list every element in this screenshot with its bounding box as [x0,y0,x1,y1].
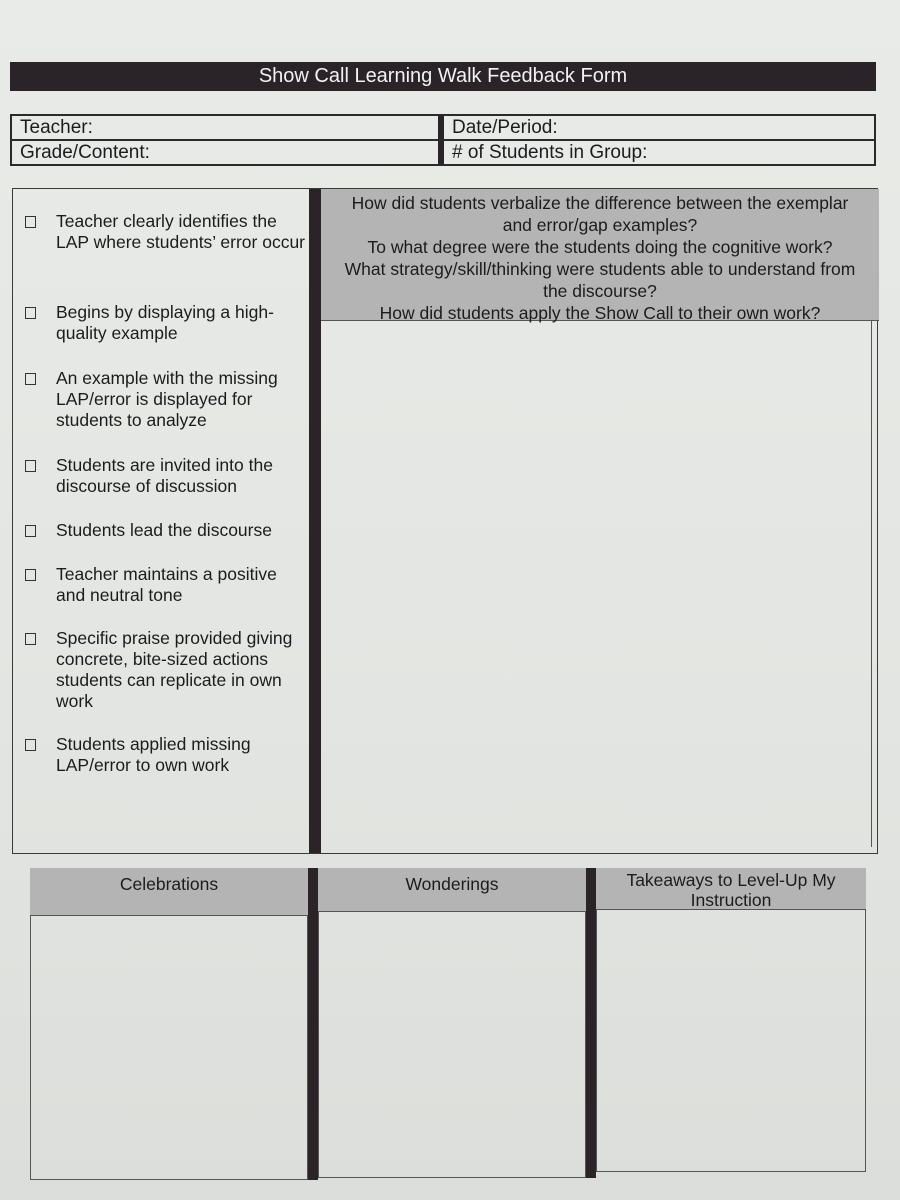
checkbox[interactable] [25,633,36,645]
checkbox[interactable] [25,307,36,319]
reflection-section [30,868,866,1180]
wonderings-column [318,868,586,1178]
wonderings-notes[interactable] [318,912,586,1178]
checkbox[interactable] [25,525,36,537]
checkbox[interactable] [25,373,36,385]
checklist-item[interactable] [25,628,309,712]
grade-content-field-label[interactable]: Grade/Content: [12,141,444,164]
question-line: the discourse? [543,281,657,301]
notes-area[interactable] [321,321,872,847]
celebrations-header: Celebrations [30,868,308,916]
checklist-item[interactable] [25,564,309,606]
question-line: To what degree were the students doing the cognitive work? [367,237,833,257]
takeaways-notes[interactable] [596,910,866,1172]
observation-section [12,188,878,854]
checklist-item[interactable] [25,455,309,497]
checklist-item-label: Teacher clearly identifies the LAP where students’ error occur [56,211,306,252]
date-period-field-label[interactable]: Date/Period: [444,116,874,141]
checklist-item[interactable] [25,211,309,253]
checklist-item[interactable] [25,368,309,431]
num-students-field-label[interactable]: # of Students in Group: [452,142,648,163]
checklist-item[interactable] [25,734,309,776]
checklist-item-label: Students lead the discourse [56,520,272,540]
question-line: and error/gap examples? [502,215,698,235]
checkbox[interactable] [25,739,36,751]
question-line: How did students verbalize the difference between the exemplar [351,193,849,213]
takeaways-column [596,868,866,1172]
column-divider [586,868,596,1178]
checklist-item-label: Specific praise provided giving concrete, bite-sized actions students can replicate in own work [56,628,293,711]
checklist-item[interactable] [25,302,309,344]
checkbox[interactable] [25,569,36,581]
takeaways-header [596,868,866,910]
wonderings-header: Wonderings [318,868,586,912]
checkbox[interactable] [25,460,36,472]
checklist-item-label: Students are invited into the discourse of discussion [56,455,273,496]
checklist [13,189,309,853]
takeaways-header-line: Takeaways to Level-Up My [626,870,836,890]
checklist-item-label: Begins by displaying a high-quality example [56,302,274,343]
form-title: Show Call Learning Walk Feedback Form [10,62,876,91]
question-line: What strategy/skill/thinking were students able to understand from [344,259,856,279]
checkbox[interactable] [25,216,36,228]
takeaways-header-line: Instruction [690,890,772,910]
checklist-item-label: Students applied missing LAP/error to own work [56,734,251,775]
teacher-field-label[interactable]: Teacher: [12,116,444,141]
checklist-item[interactable] [25,520,309,541]
column-divider [308,868,318,1180]
checklist-item-label: An example with the missing LAP/error is displayed for students to analyze [56,368,278,430]
checklist-item-label: Teacher maintains a positive and neutral tone [56,564,277,605]
question-line: How did students apply the Show Call to their own work? [379,303,821,323]
celebrations-column [30,868,308,1180]
guiding-questions-header [321,189,879,321]
info-table [10,114,876,166]
column-divider [309,189,321,853]
celebrations-notes[interactable] [30,916,308,1180]
